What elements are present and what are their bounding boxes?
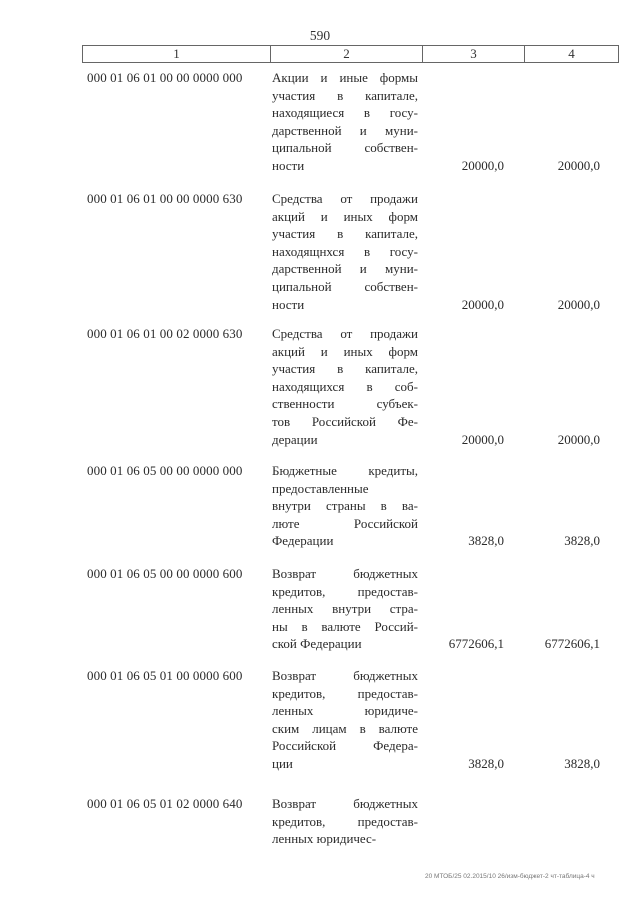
- row-amount-col4: 20000,0: [557, 158, 600, 173]
- description-line: находящнхся в госу-: [272, 243, 418, 259]
- description-line: ципальной собствен-: [272, 278, 418, 294]
- row-code: 000 01 06 05 00 00 0000 600: [87, 566, 243, 581]
- description-line: Федерации: [272, 533, 334, 549]
- description-line: кредитов, предостав-: [272, 583, 418, 599]
- description-line: акций и иных форм: [272, 208, 418, 224]
- description-line: ности: [272, 296, 305, 312]
- row-description: [272, 667, 418, 773]
- description-line: ственности субъек-: [272, 396, 418, 412]
- description-line: ским лицам в валюте: [272, 720, 418, 736]
- row-amount-col3: 6772606,1: [448, 636, 504, 652]
- description-line: ципальной собствен-: [272, 140, 418, 156]
- description-line: ленных внутри стра-: [272, 601, 418, 617]
- description-line: тов Российской Фе-: [272, 413, 418, 429]
- description-line: ленных юридиче-: [272, 703, 418, 719]
- description-line: ской Федерации: [272, 636, 362, 652]
- description-line: кредитов, предостав-: [272, 685, 418, 701]
- description-line: Возврат бюджетных: [272, 566, 418, 581]
- description-line: находящихся в соб-: [272, 378, 418, 394]
- header-col-2: 2: [270, 46, 422, 62]
- row-amount-col3: 20000,0: [461, 158, 504, 173]
- description-line: Бюджетные кредиты,: [272, 463, 418, 478]
- page-number: 590: [309, 28, 331, 43]
- header-col-1: 1: [82, 46, 270, 62]
- row-amount-col4: 20000,0: [557, 296, 600, 312]
- row-amount-col4: 3828,0: [564, 533, 600, 549]
- footer-note: 20 МТОБ/25 02.2015/10 26/изм-бюджет-2 чт-таблица-4 ч: [425, 873, 595, 880]
- row-amount-col3: 3828,0: [468, 533, 504, 549]
- description-line: кредитов, предостав-: [272, 813, 418, 829]
- description-line: люте Российской: [272, 515, 418, 531]
- description-line: ции: [272, 755, 293, 771]
- description-line: ны в валюте Россий-: [272, 618, 418, 634]
- header-col-3: 3: [422, 46, 524, 62]
- description-line: Акции и иные формы: [272, 70, 418, 85]
- row-description: [272, 795, 418, 848]
- description-line: внутри страны в ва-: [272, 498, 418, 514]
- row-description: [272, 565, 418, 653]
- description-line: Возврат бюджетных: [272, 796, 418, 811]
- description-line: дерации: [272, 431, 318, 447]
- description-line: находящиеся в госу-: [272, 105, 418, 121]
- row-amount-col4: 20000,0: [557, 431, 600, 447]
- description-line: акций и иных форм: [272, 343, 418, 359]
- row-amount-col3: 20000,0: [461, 296, 504, 312]
- row-amount-col3: 3828,0: [468, 756, 504, 771]
- description-line: дарственной и муни-: [272, 122, 418, 138]
- row-description: [272, 325, 418, 448]
- header-col-4: 4: [524, 46, 619, 62]
- row-code: 000 01 06 01 00 00 0000 630: [87, 191, 243, 206]
- row-code: 000 01 06 01 00 00 0000 000: [87, 70, 243, 85]
- row-code: 000 01 06 05 01 02 0000 640: [87, 796, 243, 811]
- description-line: Средства от продажи: [272, 191, 418, 206]
- row-amount-col4: 6772606,1: [544, 636, 600, 652]
- row-amount-col4: 3828,0: [564, 756, 600, 771]
- table-header: [82, 45, 619, 63]
- description-line: участия в капитале,: [272, 361, 418, 377]
- description-line: участия в капитале,: [272, 226, 418, 242]
- row-description: [272, 69, 418, 175]
- description-line: дарственной и муни-: [272, 261, 418, 277]
- row-code: 000 01 06 05 01 00 0000 600: [87, 668, 243, 683]
- row-code: 000 01 06 01 00 02 0000 630: [87, 326, 243, 341]
- description-line: Возврат бюджетных: [272, 668, 418, 683]
- row-description: [272, 462, 418, 550]
- row-description: [272, 190, 418, 313]
- row-code: 000 01 06 05 00 00 0000 000: [87, 463, 243, 478]
- description-line: предоставленные: [272, 480, 369, 496]
- description-line: Средства от продажи: [272, 326, 418, 341]
- description-line: Российской Федера-: [272, 738, 418, 754]
- row-amount-col3: 20000,0: [461, 431, 504, 447]
- description-line: ности: [272, 157, 305, 173]
- description-line: ленных юридичес-: [272, 831, 377, 847]
- description-line: участия в капитале,: [272, 87, 418, 103]
